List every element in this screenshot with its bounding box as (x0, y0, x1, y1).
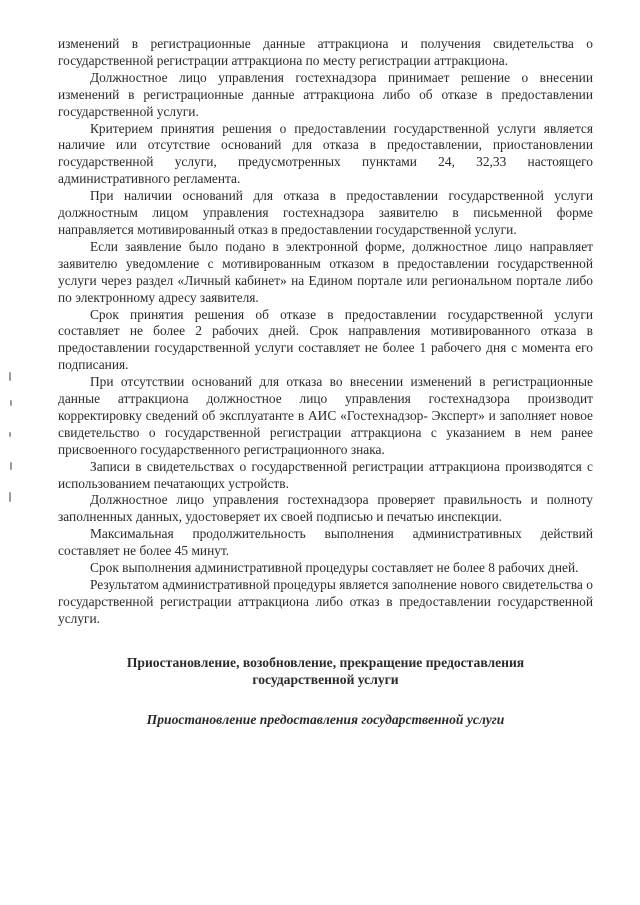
paragraph: При отсутствии оснований для отказа во внесении изменений в регистрационные данные аттракциона должностное лицо управления гостехнадзора производит корректировку сведений об эксплуатанте в АИС «Гостехнадзор- Эксперт» и заполняет новое свидетельство о государственной регистрации аттракциона с указанием в нем ранее присвоенного государственного регистрационного знака. (58, 374, 593, 457)
paragraph: Если заявление было подано в электронной форме, должностное лицо направляет заявителю уведомление с мотивированным отказом в предоставлении государственной услуги через раздел «Личный кабинет» на Едином портале или региональном портале либо по электронному адресу заявителя. (58, 238, 593, 305)
scan-mark (10, 462, 12, 470)
paragraph: При наличии оснований для отказа в предоставлении государственной услуги должностным лицом управления гостехнадзора заявителю в письменной форме направляется мотивированный отказ в предоставлении государственной услуги. (58, 188, 593, 237)
scan-margin-marks (9, 372, 15, 522)
scan-mark (9, 432, 11, 437)
paragraph: Критерием принятия решения о предоставлении государственной услуги является наличие или отсутствие оснований для отказа в предоставлении, приостановлении государственной услуги, предусмотренных пунктами 24, 32,33 настоящего административного регламента. (58, 120, 593, 187)
paragraph: изменений в регистрационные данные аттракциона и получения свидетельства о государственной регистрации аттракциона по месту регистрации аттракциона. (58, 36, 593, 68)
paragraph: Записи в свидетельствах о государственной регистрации аттракциона производятся с использованием печатающих устройств. (58, 458, 593, 491)
scan-mark (9, 492, 11, 502)
section-heading-line: Приостановление, возобновление, прекращение предоставления (126, 654, 525, 670)
subsection-heading: Приостановление предоставления государственной услуги (146, 711, 505, 727)
scan-mark (9, 372, 11, 381)
paragraph: Должностное лицо управления гостехнадзора проверяет правильность и полноту заполненных данных, удостоверяет их своей подписью и печатью инспекции. (58, 492, 593, 525)
paragraph: Срок выполнения административной процедуры составляет не более 8 рабочих дней. (90, 560, 579, 576)
paragraph: Срок принятия решения об отказе в предоставлении государственной услуги составляет не более 2 рабочих дней. Срок направления мотивированного отказа в предоставлении государственной услуги составляет не более 1 рабочего дня с момента его подписания. (58, 306, 593, 373)
document-page (58, 36, 593, 729)
section-heading (58, 654, 593, 688)
section-heading-line: государственной услуги (252, 671, 399, 687)
paragraph: Результатом административной процедуры является заполнение нового свидетельства о государственной регистрации аттракциона либо отказ в предоставлении государственной услуги. (58, 577, 593, 626)
scan-mark (10, 400, 12, 406)
paragraph: Должностное лицо управления гостехнадзора принимает решение о внесении изменений в регистрационные данные аттракциона либо об отказе в предоставлении государственной услуги. (58, 69, 593, 119)
paragraph: Максимальная продолжительность выполнения административных действий составляет не более 45 минут. (58, 526, 593, 559)
